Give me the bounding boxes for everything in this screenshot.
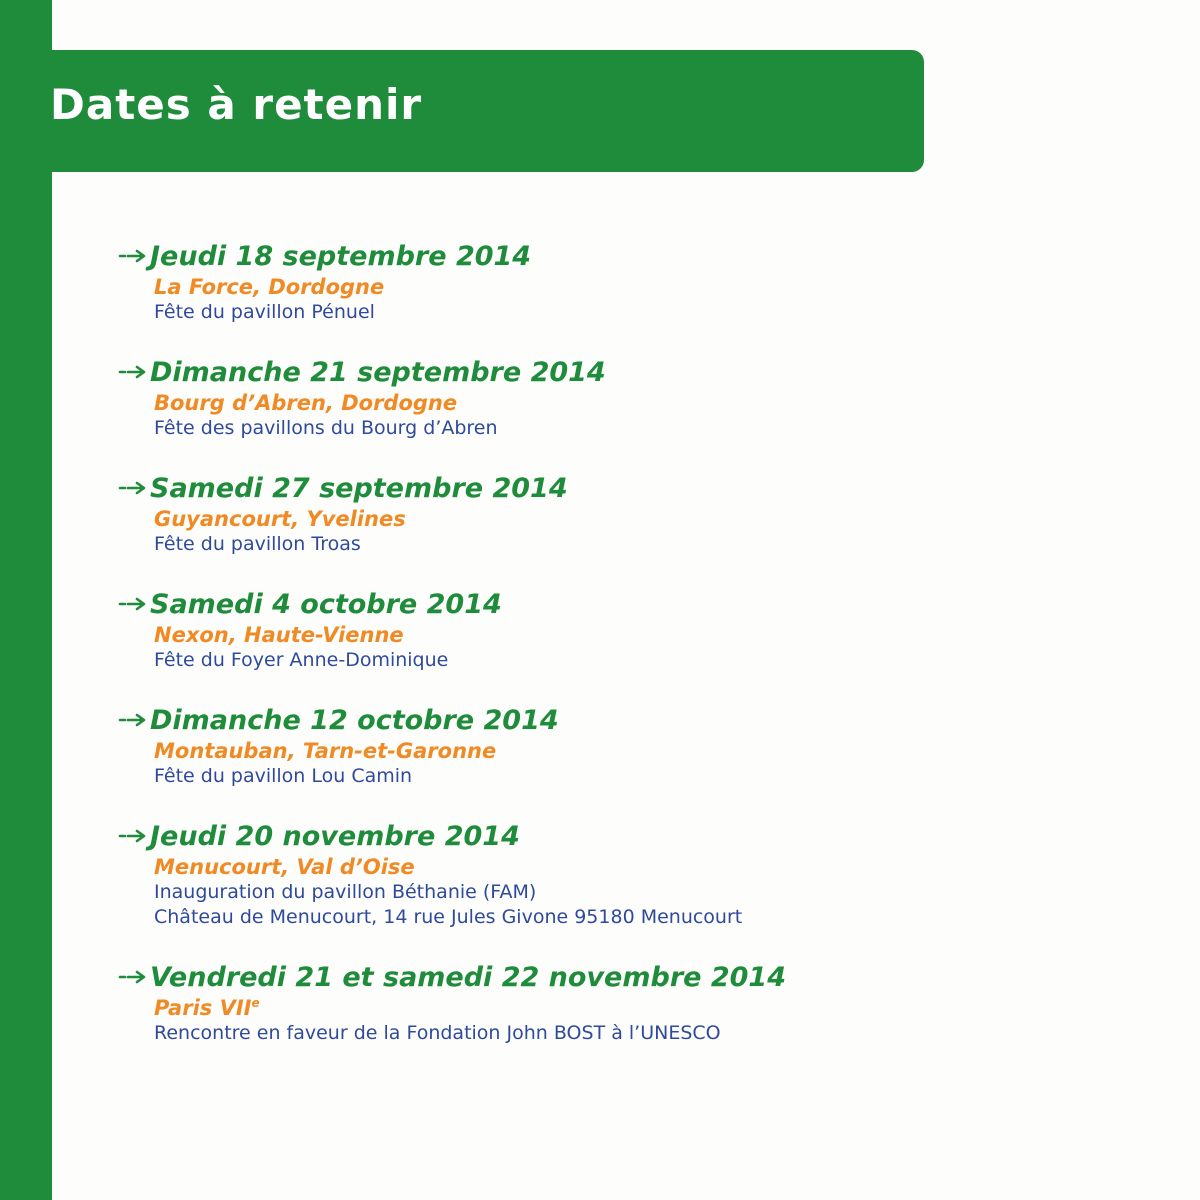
- arrow-right-icon: [118, 828, 150, 844]
- event-date-line: [118, 702, 898, 738]
- event-description: Rencontre en faveur de la Fondation John BOST à l’UNESCO: [154, 1022, 721, 1044]
- event-item: [118, 702, 898, 789]
- arrow-right-icon: [118, 712, 150, 728]
- event-item: [118, 238, 898, 325]
- left-green-stripe: [0, 0, 52, 1200]
- event-date-line: [118, 959, 898, 995]
- event-description: Fête du Foyer Anne-Dominique: [154, 649, 449, 671]
- event-place-text: Bourg d’Abren, Dordogne: [154, 391, 458, 415]
- event-item: [118, 818, 898, 930]
- event-place-text: La Force, Dordogne: [154, 275, 385, 299]
- arrow-right-icon: [118, 364, 150, 380]
- event-date: Vendredi 21 et samedi 22 novembre 2014: [150, 961, 787, 993]
- header-band-top-curve: [52, 0, 74, 50]
- event-date-line: [118, 354, 898, 390]
- event-item: [118, 470, 898, 557]
- event-description: Inauguration du pavillon Béthanie (FAM): [154, 881, 537, 903]
- event-date: Samedi 4 octobre 2014: [150, 588, 502, 620]
- event-place: [154, 506, 898, 532]
- event-description: Fête des pavillons du Bourg d’Abren: [154, 417, 498, 439]
- header-band-bottom-curve: [52, 172, 74, 212]
- event-date: Dimanche 21 septembre 2014: [150, 356, 606, 388]
- event-place-superscript: e: [251, 996, 260, 1010]
- event-place: [154, 622, 898, 648]
- event-place: [154, 390, 898, 416]
- event-place-text: Nexon, Haute-Vienne: [154, 623, 404, 647]
- event-place: [154, 738, 898, 764]
- events-list: [118, 238, 898, 1075]
- event-place: [154, 995, 898, 1021]
- event-date-line: [118, 238, 898, 274]
- event-date: Dimanche 12 octobre 2014: [150, 704, 559, 736]
- arrow-right-icon: [118, 480, 150, 496]
- event-place-text: Menucourt, Val d’Oise: [154, 855, 415, 879]
- event-description: Fête du pavillon Lou Camin: [154, 765, 413, 787]
- event-description: Château de Menucourt, 14 rue Jules Givone 95180 Menucourt: [154, 906, 743, 928]
- event-date-line: [118, 586, 898, 622]
- arrow-right-icon: [118, 596, 150, 612]
- event-description: Fête du pavillon Pénuel: [154, 301, 375, 323]
- event-place-text: Guyancourt, Yvelines: [154, 507, 406, 531]
- event-description: Fête du pavillon Troas: [154, 533, 361, 555]
- event-place: [154, 274, 898, 300]
- page-title: Dates à retenir: [50, 80, 423, 129]
- event-item: [118, 586, 898, 673]
- arrow-right-icon: [118, 969, 150, 985]
- event-item: [118, 959, 898, 1046]
- arrow-right-icon: [118, 248, 150, 264]
- event-date-line: [118, 818, 898, 854]
- event-date: Samedi 27 septembre 2014: [150, 472, 568, 504]
- event-place: [154, 854, 898, 880]
- event-item: [118, 354, 898, 441]
- event-date: Jeudi 20 novembre 2014: [150, 820, 520, 852]
- event-place-text: Montauban, Tarn-et-Garonne: [154, 739, 497, 763]
- event-place-text: Paris VII: [154, 996, 252, 1020]
- event-date-line: [118, 470, 898, 506]
- event-date: Jeudi 18 septembre 2014: [150, 240, 532, 272]
